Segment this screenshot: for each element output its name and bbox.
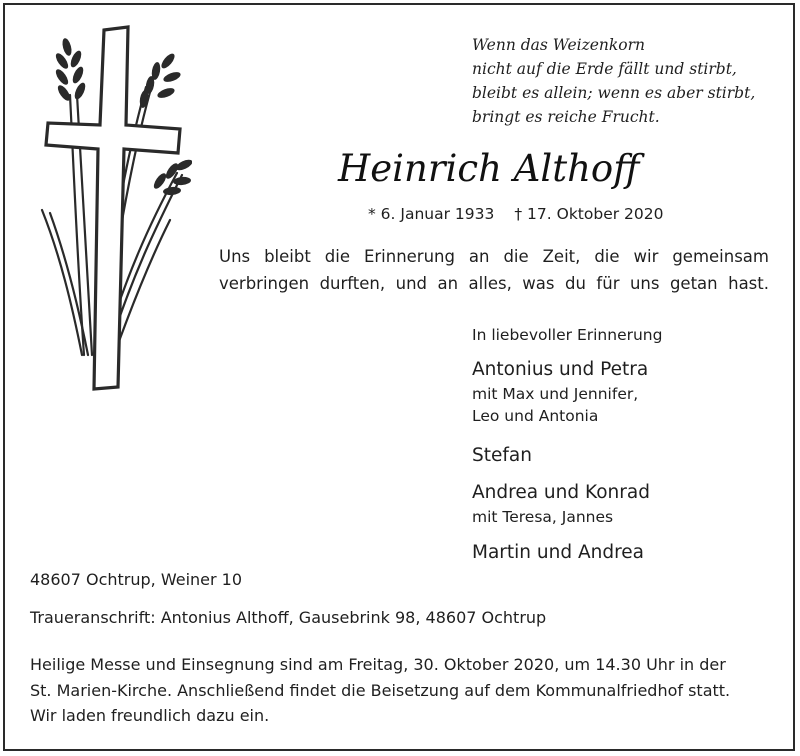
mourner-family [472, 480, 650, 528]
quote-line: bringt es reiche Frucht. [472, 108, 660, 126]
deceased-name: Heinrich Althoff [338, 147, 640, 190]
memory-line: verbringen durften, und an alles, was du für uns getan hast. [219, 274, 769, 293]
memory-line: Uns bleibt die Erinnerung an die Zeit, die wir gemeinsam [219, 247, 769, 266]
bible-quote [472, 33, 755, 129]
quote-line: Wenn das Weizenkorn [472, 36, 646, 54]
mourner-family [472, 357, 648, 427]
family-members: mit Max und Jennifer, [472, 385, 639, 403]
cross-with-wheat-icon [22, 25, 192, 395]
residence-address: 48607 Ochtrup, Weiner 10 [30, 570, 243, 589]
family-members: Leo und Antonia [472, 407, 599, 425]
memory-text [219, 243, 769, 297]
birth-date: * 6. Januar 1933 [368, 205, 495, 223]
service-info [30, 652, 730, 729]
service-line: Heilige Messe und Einsegnung sind am Freitag, 30. Oktober 2020, um 14.30 Uhr in der [30, 655, 726, 674]
family-name: Antonius und Petra [472, 359, 649, 380]
quote-line: bleibt es allein; wenn es aber stirbt, [472, 84, 756, 102]
service-line: St. Marien-Kirche. Anschließend findet die Beisetzung auf dem Kommunalfriedhof statt. [30, 680, 731, 700]
family-name: Andrea und Konrad [472, 482, 650, 503]
service-line: Wir laden freundlich dazu ein. [30, 706, 270, 725]
life-dates [368, 203, 663, 225]
family-name: Stefan [472, 445, 532, 466]
quote-line: nicht auf die Erde fällt und stirbt, [472, 60, 737, 78]
mourners-intro: In liebevoller Erinnerung [472, 326, 663, 344]
funeral-address: Traueranschrift: Antonius Althoff, Gausebrink 98, 48607 Ochtrup [30, 608, 547, 627]
mourner-family [472, 540, 644, 566]
family-name: Martin und Andrea [472, 542, 645, 563]
family-members: mit Teresa, Jannes [472, 508, 614, 526]
mourner-family [472, 443, 532, 469]
death-date: † 17. Oktober 2020 [514, 205, 664, 223]
